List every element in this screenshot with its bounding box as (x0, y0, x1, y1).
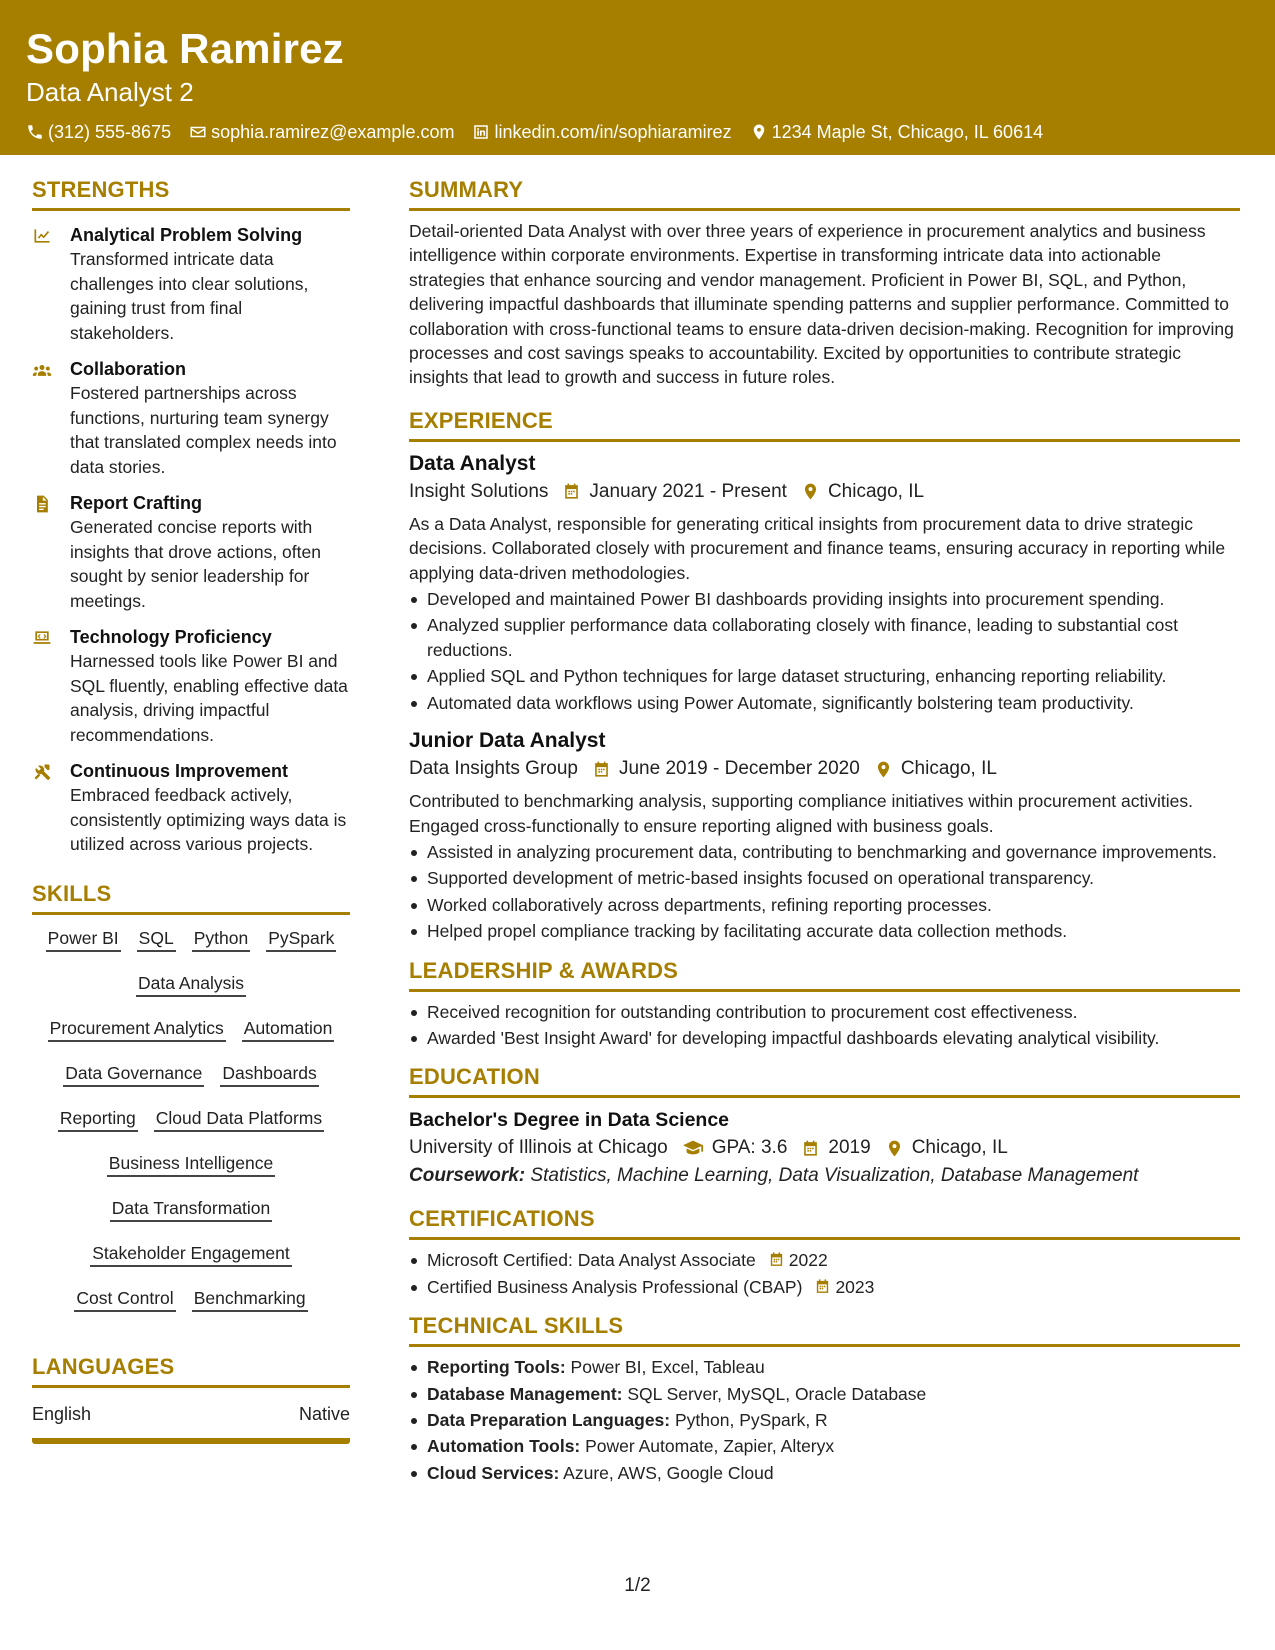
bullet-item: Worked collaboratively across departments, refining reporting processes. (409, 893, 1240, 917)
technical-skills-list (409, 1355, 1240, 1485)
location-pin-icon (885, 1139, 904, 1158)
strength-title: Continuous Improvement (70, 761, 289, 781)
tech-skill-value: Power Automate, Zapier, Alteryx (580, 1436, 835, 1457)
job-location: Chicago, IL (827, 480, 925, 502)
strength-desc: Generated concise reports with insights that drove actions, often sought by senior leadership for meetings. (70, 517, 321, 611)
strength-item (32, 625, 350, 747)
strength-item (32, 759, 350, 857)
job-entry (409, 727, 1240, 943)
leadership-list (409, 1000, 1240, 1051)
phone-text: (312) 555-8675 (48, 122, 172, 142)
leadership-title: LEADERSHIP & AWARDS (409, 956, 1240, 992)
skill-tag: PySpark (266, 927, 336, 952)
skill-tag: Cloud Data Platforms (154, 1107, 324, 1132)
candidate-name: Sophia Ramirez (26, 25, 344, 72)
strength-desc: Embraced feedback actively, consistently optimizing ways data is utilized across various projects. (70, 785, 347, 854)
skill-tag: Benchmarking (192, 1287, 308, 1312)
bullet-item: Applied SQL and Python techniques for large dataset structuring, enhancing reporting reliability. (409, 664, 1240, 688)
job-dates: January 2021 - Present (589, 480, 787, 502)
tech-skill-value: Python, PySpark, R (670, 1409, 828, 1430)
skill-tag: Procurement Analytics (48, 1017, 226, 1042)
contact-email[interactable] (189, 120, 454, 144)
language-row (32, 1402, 350, 1444)
certification-item (409, 1275, 1240, 1299)
education-meta (409, 1134, 1240, 1162)
job-bullets (409, 840, 1240, 944)
job-entry (409, 450, 1240, 715)
skill-tag: Automation (242, 1017, 335, 1042)
skills-title: SKILLS (32, 879, 350, 915)
job-title: Data Analyst (409, 451, 536, 475)
contact-phone[interactable] (26, 120, 171, 144)
tech-skill-label: Reporting Tools: (427, 1357, 566, 1378)
skill-tag: Data Governance (63, 1062, 204, 1087)
certifications-list (409, 1248, 1240, 1299)
tech-skill-item (409, 1434, 1240, 1458)
languages-title: LANGUAGES (32, 1352, 350, 1388)
skill-tag: Python (192, 927, 250, 952)
calendar-icon (801, 1139, 820, 1158)
strength-title: Collaboration (70, 359, 186, 379)
bullet-item: Automated data workflows using Power Automate, significantly bolstering team productivity. (409, 691, 1240, 715)
tech-skill-item (409, 1382, 1240, 1406)
tools-icon (32, 762, 52, 782)
language-name: English (32, 1403, 92, 1424)
certification-year: 2023 (835, 1276, 875, 1297)
skill-tag: Stakeholder Engagement (90, 1242, 292, 1267)
address-text: 1234 Maple St, Chicago, IL 60614 (771, 122, 1044, 142)
job-title: Junior Data Analyst (409, 729, 606, 753)
calendar-icon (562, 482, 581, 501)
phone-icon (26, 123, 44, 141)
strength-desc: Fostered partnerships across functions, nurturing team synergy that translated complex needs into data stories. (70, 383, 337, 477)
tech-skill-value: SQL Server, MySQL, Oracle Database (622, 1383, 927, 1404)
bullet-item: Received recognition for outstanding contribution to procurement cost effectiveness. (409, 1000, 1240, 1024)
certifications-title: CERTIFICATIONS (409, 1204, 1240, 1240)
strengths-title: STRENGTHS (32, 175, 350, 211)
linkedin-text: linkedin.com/in/sophiaramirez (494, 122, 732, 142)
job-description: Contributed to benchmarking analysis, supporting compliance initiatives within procurement activities. Engaged cross-functionally to ensure reporting aligned with business goals. (409, 791, 1193, 836)
tech-skill-item (409, 1461, 1240, 1485)
skill-tag: Power BI (46, 927, 121, 952)
skill-tag: Reporting (58, 1107, 138, 1132)
tech-skill-value: Azure, AWS, Google Cloud (559, 1462, 774, 1483)
job-company: Data Insights Group (409, 758, 578, 780)
strength-title: Technology Proficiency (70, 627, 272, 647)
job-meta (409, 478, 1240, 506)
strengths-list (32, 219, 350, 857)
language-level: Native (298, 1403, 350, 1424)
linkedin-icon (472, 123, 490, 141)
skill-tag: Business Intelligence (107, 1152, 275, 1177)
chart-line-icon (32, 226, 52, 246)
coursework-label: Coursework: (409, 1165, 526, 1187)
skill-tag: Cost Control (74, 1287, 175, 1312)
location-pin-icon (874, 760, 893, 779)
tech-skill-value: Power BI, Excel, Tableau (565, 1357, 765, 1378)
bullet-item: Helped propel compliance tracking by facilitating accurate data collection methods. (409, 919, 1240, 943)
tech-skill-label: Cloud Services: (427, 1462, 560, 1483)
job-bullets (409, 587, 1240, 715)
strength-item (32, 491, 350, 613)
strength-item (32, 357, 350, 479)
certification-name: Certified Business Analysis Professional (CBAP) (427, 1276, 803, 1297)
school-name: University of Illinois at Chicago (409, 1137, 668, 1159)
technical-skills-title: TECHNICAL SKILLS (409, 1311, 1240, 1347)
email-text: sophia.ramirez@example.com (211, 122, 455, 142)
summary-text: Detail-oriented Data Analyst with over three years of experience in procurement analytics and business intelligence within corporate environments. Expertise in transforming intricate data into actionable strategies that enhance sourcing and vendor management. Proficient in Power BI, SQL, and Python, delivering impactful dashboards that illuminate spending patterns and supplier performance. Committed to collaboration with cross-functional teams to ensure data-driven decision-making. Recognition for improving processes and cost savings speaks to accountability. Excited by opportunities to contribute strategic insights that lead to growth and success in future roles. (409, 221, 1234, 388)
job-company: Insight Solutions (409, 480, 549, 502)
education-title: EDUCATION (409, 1062, 1240, 1098)
school-location: Chicago, IL (911, 1137, 1008, 1159)
bullet-item: Supported development of metric-based insights focused on operational transparency. (409, 866, 1240, 890)
job-meta (409, 755, 1240, 783)
bullet-item: Developed and maintained Power BI dashboards providing insights into procurement spending. (409, 587, 1240, 611)
tech-skill-label: Database Management: (427, 1383, 623, 1404)
graduation-cap-icon (682, 1137, 704, 1159)
left-column (32, 175, 350, 1444)
right-column (409, 175, 1240, 1497)
resume-header (0, 0, 1275, 155)
graduation-year: 2019 (828, 1137, 871, 1159)
skill-tag: SQL (137, 927, 176, 952)
location-pin-icon (801, 482, 820, 501)
strength-item (32, 223, 350, 345)
tech-skill-label: Data Preparation Languages: (427, 1409, 671, 1430)
coursework (409, 1162, 1240, 1190)
certification-name: Microsoft Certified: Data Analyst Associate (427, 1250, 756, 1271)
job-dates: June 2019 - December 2020 (618, 758, 860, 780)
contact-address (750, 120, 1044, 144)
strength-title: Report Crafting (70, 493, 202, 513)
gpa: GPA: 3.6 (711, 1137, 788, 1159)
contact-linkedin[interactable] (472, 120, 731, 144)
bullet-item: Assisted in analyzing procurement data, contributing to benchmarking and governance improvements. (409, 840, 1240, 864)
summary-title: SUMMARY (409, 175, 1240, 211)
coursework-list: Statistics, Machine Learning, Data Visualization, Database Management (525, 1165, 1139, 1187)
bullet-item: Awarded 'Best Insight Award' for developing impactful dashboards elevating analytical visibility. (409, 1026, 1240, 1050)
contact-bar (26, 120, 1249, 144)
experience-title: EXPERIENCE (409, 406, 1240, 442)
calendar-icon (592, 760, 611, 779)
skill-tag: Data Analysis (136, 972, 246, 997)
location-pin-icon (750, 123, 768, 141)
laptop-code-icon (32, 628, 52, 648)
calendar-icon (814, 1278, 831, 1295)
job-location: Chicago, IL (900, 758, 997, 780)
tech-skill-item (409, 1408, 1240, 1432)
strength-title: Analytical Problem Solving (70, 225, 303, 245)
tech-skill-label: Automation Tools: (427, 1436, 581, 1457)
tech-skill-item (409, 1355, 1240, 1379)
degree-title: Bachelor's Degree in Data Science (409, 1109, 730, 1132)
page-number: 1/2 (624, 1575, 651, 1596)
strength-desc: Harnessed tools like Power BI and SQL fluently, enabling effective data analysis, driving impactful recommendations. (70, 651, 348, 745)
skills-list (32, 923, 350, 1312)
skill-tag: Dashboards (220, 1062, 318, 1087)
envelope-icon (189, 123, 207, 141)
document-icon (32, 494, 52, 514)
certification-item (409, 1248, 1240, 1272)
certification-year: 2022 (788, 1250, 828, 1271)
bullet-item: Analyzed supplier performance data collaborating closely with finance, leading to substantial cost reductions. (409, 613, 1240, 662)
skill-tag: Data Transformation (110, 1197, 273, 1222)
people-group-icon (32, 360, 52, 380)
job-description: As a Data Analyst, responsible for generating critical insights from procurement data to drive strategic decisions. Collaborated closely with procurement and finance teams, ensuring accuracy in reporting while applying data-driven methodologies. (409, 513, 1226, 583)
candidate-role: Data Analyst 2 (26, 77, 194, 107)
calendar-icon (768, 1251, 785, 1268)
strength-desc: Transformed intricate data challenges into clear solutions, gaining trust from final stakeholders. (70, 249, 309, 343)
